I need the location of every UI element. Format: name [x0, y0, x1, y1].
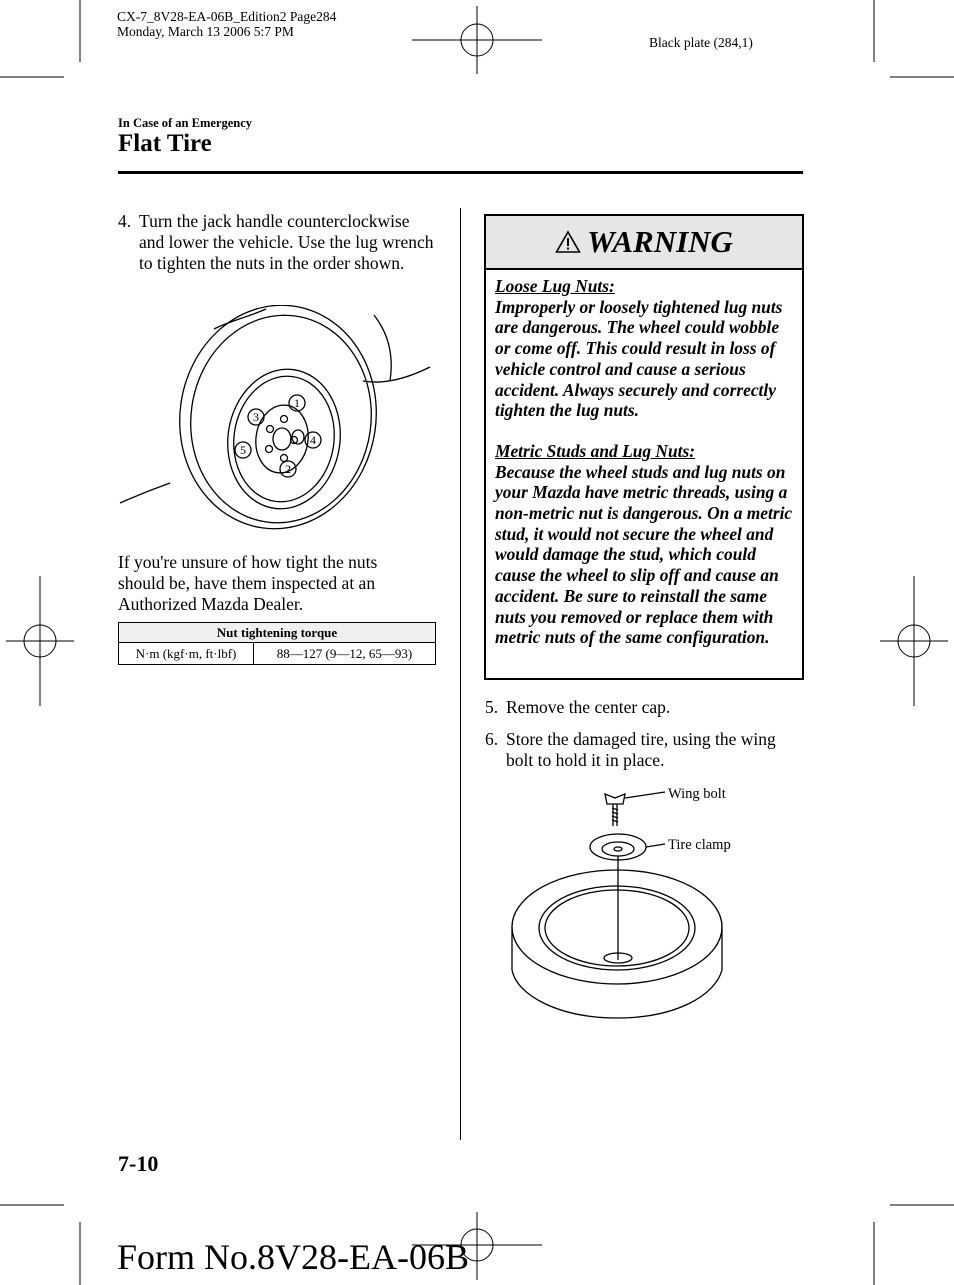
warning-header: [486, 216, 802, 270]
torque-table: [118, 622, 436, 665]
page-number: 7-10: [118, 1151, 159, 1176]
step-4-text: Turn the jack handle counterclockwise and lower the vehicle. Use the lug wrench to tighten the nuts in the order shown.: [139, 211, 434, 273]
lug-label-1: 1: [294, 396, 300, 410]
column-divider: [460, 208, 461, 1140]
spare-tire-storage-illustration: [505, 782, 735, 1022]
form-number: Form No.8V28-EA-06B: [117, 1237, 469, 1277]
step-5-text: Remove the center cap.: [506, 697, 671, 717]
lug-label-4: 4: [310, 433, 316, 447]
print-header-file: [117, 9, 336, 39]
lug-label-2: 2: [285, 462, 291, 476]
warning-heading-loose-lug-nuts: Loose Lug Nuts:: [495, 276, 615, 296]
lug-label-5: 5: [240, 443, 246, 457]
callout-wing-bolt: Wing bolt: [668, 786, 726, 802]
warning-title: WARNING: [587, 224, 733, 259]
step-6: [485, 729, 803, 771]
warning-heading-metric-studs: Metric Studs and Lug Nuts:: [495, 440, 696, 461]
warning-box: [484, 214, 804, 680]
torque-value-cell: 88―127 (9―12, 65―93): [254, 643, 436, 665]
step-4: [118, 211, 436, 273]
title-rule: [118, 171, 803, 174]
torque-unit-cell: N·m (kgf·m, ft·lbf): [119, 643, 254, 665]
step-6-text: Store the damaged tire, using the wing bolt to hold it in place.: [506, 729, 776, 770]
print-header-line2: Monday, March 13 2006 5:7 PM: [117, 24, 294, 39]
torque-table-header: Nut tightening torque: [119, 623, 436, 643]
page-title: Flat Tire: [118, 130, 212, 157]
plate-label: Black plate (284,1): [649, 35, 753, 50]
callout-tire-clamp: Tire clamp: [668, 837, 731, 853]
wheel-lug-order-illustration: [118, 305, 438, 540]
step-6-number: 6.: [485, 729, 499, 749]
print-header-line1: CX-7_8V28-EA-06B_Edition2 Page284: [117, 9, 337, 24]
dealer-paragraph: If you're unsure of how tight the nuts should be, have them inspected at an Authorized Mazda Dealer.: [118, 552, 378, 614]
warning-text-loose-lug-nuts: Improperly or loosely tightened lug nuts are dangerous. The wheel could wobble or come off. This could result in loss of vehicle control and cause a serious accident. Always securely and correctly tighten the lug nuts.: [495, 296, 783, 421]
step-5-number: 5.: [485, 697, 499, 717]
lug-label-3: 3: [253, 410, 259, 424]
warning-text-metric-studs: Because the wheel studs and lug nuts on your Mazda have metric threads, using a non-metric nut is dangerous. On a metric stud, it would not secure the wheel and would damage the stud, which could cause the wheel to slip off and cause an accident. Be sure to reinstall the same nuts you removed or replace them with metric nuts of the same configuration.: [495, 461, 793, 648]
warning-triangle-icon: [555, 230, 581, 254]
section-label: In Case of an Emergency: [118, 116, 253, 130]
warning-body: [486, 270, 802, 648]
step-4-number: 4.: [118, 211, 132, 231]
step-5: [485, 697, 803, 718]
